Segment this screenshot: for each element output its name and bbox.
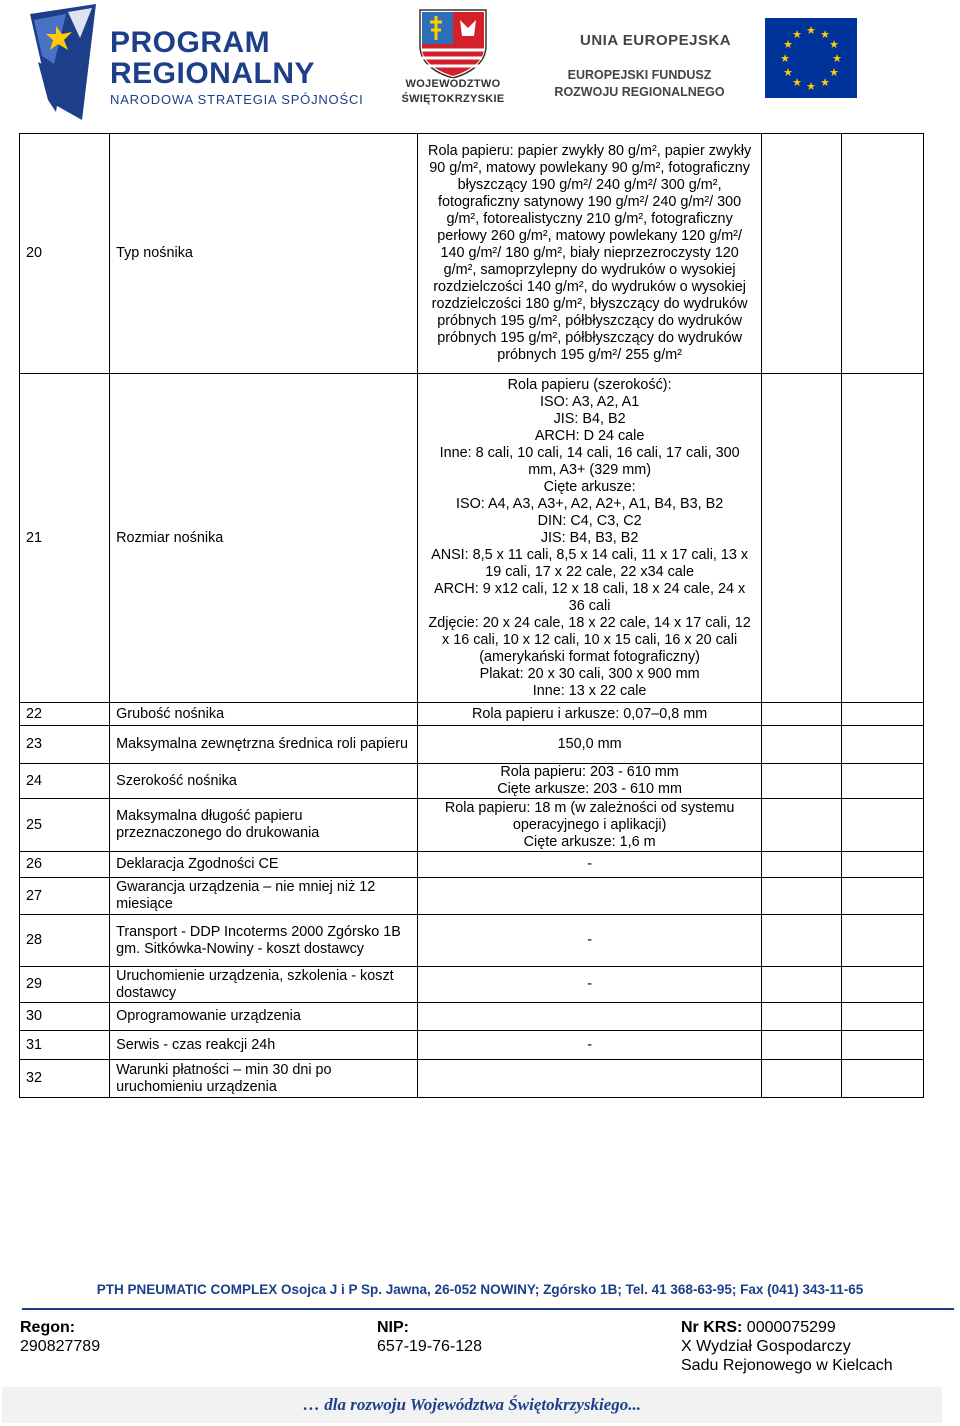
row-parameter: Grubość nośnika [110, 703, 418, 726]
program-regionalny-logo [26, 4, 371, 120]
empty-cell [761, 764, 841, 799]
svg-text:★: ★ [783, 38, 793, 51]
row-value: - [418, 1031, 761, 1060]
unia-europejska-logo [552, 18, 862, 103]
empty-cell [841, 1003, 923, 1031]
row-number: 21 [20, 374, 110, 703]
krs-label: Nr KRS: [681, 1319, 743, 1336]
row-number: 32 [20, 1060, 110, 1098]
row-number: 31 [20, 1031, 110, 1060]
empty-cell [841, 134, 923, 374]
svg-text:★: ★ [792, 28, 802, 41]
row-value: - [418, 967, 761, 1003]
row-parameter: Oprogramowanie urządzenia [110, 1003, 418, 1031]
row-number: 24 [20, 764, 110, 799]
row-value: Rola papieru: papier zwykły 80 g/m², papier zwykły 90 g/m², matowy powlekany 90 g/m², fotograficzny błyszczący 190 g/m²/ 240 g/m²/ 300 g/m², fotograficzny satynowy 190 g/m²/ 240 g/m²/ 300 g/m², fotorealistyczny 210 g/m², fotograficzny perłowy 260 g/m², matowy powlekany 120 g/m²/ 140 g/m²/ 180 g/m², biały nieprzezroczysty 120 g/m², samoprzylepny do wydruków o wysokiej rozdzielczości 140 g/m², do wydruków o wysokiej rozdzielczości 180 g/m², błyszczący do wydruków próbnych 195 g/m², półbłyszczący do wydruków próbnych 195 g/m², półbłyszczący do wydruków próbnych 195 g/m²/ 255 g/m² [418, 134, 761, 374]
row-parameter: Serwis - czas reakcji 24h [110, 1031, 418, 1060]
program-regionalny-emblem-icon [26, 4, 102, 120]
row-parameter: Gwarancja urządzenia – nie mniej niż 12 miesiące [110, 878, 418, 915]
table-row [20, 878, 924, 915]
empty-cell [841, 852, 923, 878]
table-row [20, 915, 924, 967]
empty-cell [841, 915, 923, 967]
krs-block [681, 1318, 893, 1375]
row-value: - [418, 915, 761, 967]
nip-label: NIP: [377, 1319, 409, 1336]
court-line2: Sadu Rejonowego w Kielcach [681, 1357, 893, 1374]
table-row [20, 726, 924, 764]
row-parameter: Deklaracja Zgodności CE [110, 852, 418, 878]
regon-block [20, 1318, 100, 1356]
slogan-text: … dla rozwoju Województwa Świętokrzyskiego... [303, 1395, 641, 1414]
svg-text:★: ★ [829, 38, 839, 51]
empty-cell [761, 878, 841, 915]
row-parameter: Typ nośnika [110, 134, 418, 374]
row-value: Rola papieru: 203 - 610 mm Cięte arkusze: 203 - 610 mm [418, 764, 761, 799]
empty-cell [841, 764, 923, 799]
svg-text:★: ★ [806, 24, 816, 37]
empty-cell [761, 852, 841, 878]
row-number: 25 [20, 799, 110, 852]
row-parameter: Transport - DDP Incoterms 2000 Zgórsko 1B gm. Sitkówka-Nowiny - koszt dostawcy [110, 915, 418, 967]
svg-text:★: ★ [792, 76, 802, 89]
table-row [20, 852, 924, 878]
svg-text:★: ★ [783, 66, 793, 79]
svg-text:★: ★ [832, 52, 842, 65]
empty-cell [841, 703, 923, 726]
svg-text:★: ★ [780, 52, 790, 65]
empty-cell [761, 1060, 841, 1098]
program-title-line1: PROGRAM [110, 26, 271, 59]
ue-title: UNIA EUROPEJSKA [580, 32, 732, 49]
ue-fund-line2: ROZWOJU REGIONALNEGO [554, 85, 725, 99]
empty-cell [841, 374, 923, 703]
row-value: 150,0 mm [418, 726, 761, 764]
row-number: 28 [20, 915, 110, 967]
empty-cell [761, 915, 841, 967]
regon-value: 290827789 [20, 1338, 101, 1355]
empty-cell [761, 374, 841, 703]
table-row [20, 1060, 924, 1098]
specification-table [19, 133, 924, 1098]
empty-cell [761, 1031, 841, 1060]
empty-cell [761, 799, 841, 852]
row-number: 29 [20, 967, 110, 1003]
svg-text:★: ★ [820, 76, 830, 89]
wojewodztwo-line2: ŚWIĘTOKRZYSKIE [401, 93, 505, 105]
empty-cell [761, 1003, 841, 1031]
empty-cell [841, 1060, 923, 1098]
coat-of-arms-icon [398, 6, 508, 78]
empty-cell [761, 703, 841, 726]
row-parameter: Warunki płatności – min 30 dni po uruchomieniu urządzenia [110, 1060, 418, 1098]
page-header [0, 0, 960, 125]
row-value [418, 878, 761, 915]
slogan-bar [2, 1387, 942, 1423]
ue-fund-line1: EUROPEJSKI FUNDUSZ [567, 68, 712, 82]
row-parameter: Maksymalna zewnętrzna średnica roli papieru [110, 726, 418, 764]
wojewodztwo-line1: WOJEWÓDZTWO [405, 78, 501, 90]
program-title-line2: REGIONALNY [110, 57, 316, 90]
row-number: 22 [20, 703, 110, 726]
row-value [418, 1003, 761, 1031]
table-row [20, 1003, 924, 1031]
row-parameter: Maksymalna długość papieru przeznaczonego do drukowania [110, 799, 418, 852]
row-value: Rola papieru i arkusze: 0,07–0,8 mm [418, 703, 761, 726]
row-value [418, 1060, 761, 1098]
svg-text:★: ★ [829, 66, 839, 79]
empty-cell [841, 1031, 923, 1060]
table-row [20, 374, 924, 703]
empty-cell [761, 134, 841, 374]
empty-cell [841, 967, 923, 1003]
empty-cell [841, 799, 923, 852]
svg-text:★: ★ [806, 80, 816, 93]
empty-cell [841, 726, 923, 764]
table-row [20, 134, 924, 374]
nip-value: 657-19-76-128 [377, 1338, 482, 1355]
nip-block [377, 1318, 482, 1356]
row-number: 26 [20, 852, 110, 878]
table-row [20, 967, 924, 1003]
empty-cell [761, 967, 841, 1003]
program-subtitle: NARODOWA STRATEGIA SPÓJNOŚCI [110, 92, 364, 107]
company-info-line: PTH PNEUMATIC COMPLEX Osojca J i P Sp. Jawna, 26-052 NOWINY; Zgórsko 1B; Tel. 41 368-63-95; Fax (041) 343-11-65 [96, 1282, 864, 1297]
row-number: 30 [20, 1003, 110, 1031]
court-line1: X Wydział Gospodarczy [681, 1338, 851, 1355]
eu-flag-icon [765, 18, 857, 98]
table-row [20, 703, 924, 726]
row-number: 27 [20, 878, 110, 915]
row-value: - [418, 852, 761, 878]
table-row [20, 764, 924, 799]
row-parameter: Rozmiar nośnika [110, 374, 418, 703]
row-parameter: Szerokość nośnika [110, 764, 418, 799]
wojewodztwo-logo [398, 6, 508, 106]
empty-cell [841, 878, 923, 915]
table-row [20, 799, 924, 852]
row-number: 20 [20, 134, 110, 374]
row-number: 23 [20, 726, 110, 764]
svg-text:★: ★ [820, 28, 830, 41]
krs-value: 0000075299 [746, 1319, 836, 1336]
row-parameter: Uruchomienie urządzenia, szkolenia - koszt dostawcy [110, 967, 418, 1003]
eu-stars-icon [765, 18, 857, 98]
empty-cell [761, 726, 841, 764]
table-row [20, 1031, 924, 1060]
footer-divider [22, 1308, 954, 1310]
row-value: Rola papieru: 18 m (w zależności od systemu operacyjnego i aplikacji) Cięte arkusze: 1,6 m [418, 799, 761, 852]
row-value: Rola papieru (szerokość): ISO: A3, A2, A1 JIS: B4, B2 ARCH: D 24 cale Inne: 8 cali, 10 cali, 14 cali, 16 cali, 17 cali, 300 mm, A3+ (329 mm) Cięte arkusze: ISO: A4, A3, A3+, A2, A2+, A1, B4, B3, B2 DIN: C4, C3, C2 JIS: B4, B3, B2 ANSI: 8,5 x 11 cali, 8,5 x 14 cali, 11 x 17 cali, 13 x 19 cali, 17 x 22 cale, 22 x34 cale ARCH: 9 x12 cali, 12 x 18 cali, 18 x 24 cale, 24 x 36 cali Zdjęcie: 20 x 24 cale, 18 x 22 cale, 14 x 17 cali, 12 x 16 cali, 10 x 12 cali, 10 x 15 cali, 16 x 20 cali (amerykański format fotograficzny) Plakat: 20 x 30 cali, 300 x 900 mm Inne: 13 x 22 cale [418, 374, 761, 703]
regon-label: Regon: [20, 1319, 76, 1336]
